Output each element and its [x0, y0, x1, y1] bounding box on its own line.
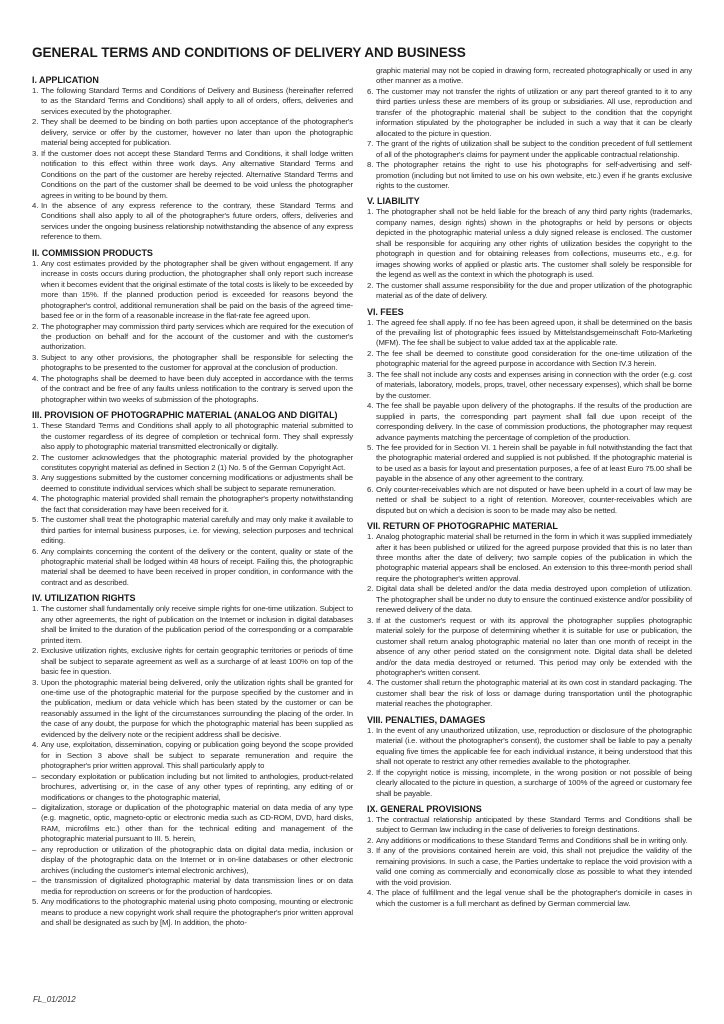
clause-number: 2. — [367, 767, 374, 777]
clause-text: These Standard Terms and Conditions shall apply to all photographic material submitted to the customer regardless of its degree of completion or technical form. They shall expressly also apply to photographic material transmitted electronically or digitally. — [41, 421, 353, 452]
clause-text: In the event of any unauthorized utilization, use, reproduction or disclosure of the photographic material (i.e. without the photographer's consent), the customer shall be liable to pay a penalty equaling five times the applicable fee for each individual instance, it being understood that this shall not operate to restrict any other remedies available to the photographer. — [376, 725, 692, 767]
clause-number: 4. — [32, 200, 39, 210]
clause-text: Analog photographic material shall be returned in the form in which it was supplied immediately after it has been published or utilized for the agreed purpose provided that this is no later than three months after the date of delivery; two sample copies of the publication in which the photographic material appears shall be enclosed. An extension to this three-month period shall require the photographer's written approval. — [376, 532, 692, 583]
clause-number: 1. — [367, 725, 374, 735]
clause — [367, 139, 692, 160]
section — [367, 66, 692, 191]
clause-text: The customer may not transfer the rights of utilization or any part thereof granted to it to any third parties unless these are members of its group or subsidiaries. All use, reproduction and transfer of the photographic material shall be subject to the condition that the copyright information stipulated by the photographer be included in such a way that it can be clearly allocated to the picture in question. — [376, 86, 692, 138]
clause-number: 2. — [32, 646, 39, 656]
clause — [367, 815, 692, 836]
clause — [32, 453, 353, 474]
clause — [367, 836, 692, 846]
clause — [32, 473, 353, 494]
section-heading: IX. GENERAL PROVISIONS — [367, 804, 482, 814]
clause-number: 2. — [367, 835, 374, 845]
clause-number: 3. — [367, 369, 374, 379]
section — [367, 307, 692, 517]
clause-number: – — [32, 771, 37, 781]
clause — [32, 678, 353, 741]
section — [32, 593, 353, 928]
clause-text: The fee shall not include any costs and expenses arising in connection with the order (e.g. cost of materials, laboratory, models, props, travel, other necessary expenses), which shall be borne by the customer. — [376, 369, 692, 400]
clause-text: The photographer shall not be held liable for the breach of any third party rights (trademarks, company names, design rights) shown in the photographs or held by persons or objects depicted in the photographic material unless a duly signed release is enclosed. The customer shall be responsible for acquiring any other rights of utilization besides the copyright to the photograph in question and for obtaining releases from collections, museums etc., e.g. for images showing works of applied or plastic arts. The customer shall solely be responsible for the legend as well as the context in which the photograph is used. — [376, 207, 692, 280]
clause-text: the transmission of digitalized photographic material by data transmission lines or on data media for reproduction on screens or for the production of hardcopies. — [41, 876, 353, 896]
clause — [32, 646, 353, 677]
clause-text: The photographs shall be deemed to have been duly accepted in accordance with the terms of the contract and be free of any faults unless notification to the contrary is served upon the photographer within two weeks of submission of the photographs. — [41, 373, 353, 404]
section — [32, 410, 353, 588]
clause — [367, 768, 692, 799]
clause-number: 2. — [32, 117, 39, 127]
clause-number: – — [32, 844, 37, 854]
section-heading: I. APPLICATION — [32, 75, 99, 85]
clause-number: 2. — [367, 348, 374, 358]
clause-text: If at the customer's request or with its approval the photographer supplies photographic material solely for the purpose of determining whether it is suitable for use or publication, the customer shall return analog photographic material no later than one month of receipt in the absence of any other period stated on the consignment note. Digital data shall be deleted and/or the data media destroyed or returned. This period may only be extended with the photographer's written consent. — [376, 615, 692, 678]
clause — [32, 421, 353, 452]
clause — [32, 515, 353, 546]
clause-number: 4. — [32, 494, 39, 504]
clause — [32, 494, 353, 515]
clause-number: 6. — [367, 86, 374, 96]
clause-number: 4. — [367, 401, 374, 411]
clause — [367, 616, 692, 679]
clause — [32, 149, 353, 201]
clause-number: 1. — [367, 317, 374, 327]
section — [32, 75, 353, 243]
clause-number: 1. — [32, 86, 39, 95]
clause — [32, 772, 353, 803]
clause-text: The fee provided for in Section VI. 1 herein shall be payable in full notwithstanding the fact that the photographic material ordered and supplied is not published. If the photographic material is to be used as a basis for layout and presentation purposes, a fee of at least Euro 75.00 shall be payable in the absence of any other agreement to the contrary. — [376, 442, 692, 484]
clause-text: Any modifications to the photographic material using photo composing, mounting or electronic means to produce a new copyright work shall require the photographer's prior written approval and shall be designated as such by [M]. In addition, the photo- — [41, 897, 353, 927]
section-heading: III. PROVISION OF PHOTOGRAPHIC MATERIAL (ANALOG AND DIGITAL) — [32, 410, 338, 421]
clause-number: 3. — [32, 148, 39, 158]
clause-text: any reproduction or utilization of the photographic data on digital data media, inclusion or display of the photographic data on the Internet or in on-line databases or other electronic archives (including the customer's internal electronic archives), — [41, 844, 353, 875]
clause — [32, 353, 353, 374]
clause-text: The photographer retains the right to use his photographs for self-advertising and self-promotion (including but not limited to use on his own website, etc.) even if he grants exclusive rights to the customer. — [376, 160, 692, 190]
section — [367, 521, 692, 710]
clause — [367, 584, 692, 615]
clause-text: The grant of the rights of utilization shall be subject to the condition precedent of full settlement of all of the photographer's claims for payment under the applicable contractual relationship. — [376, 139, 692, 159]
clause-number: – — [32, 803, 37, 812]
clause-number: 5. — [32, 897, 39, 907]
clause-number: 3. — [367, 846, 374, 856]
document-code: FL_01/2012 — [33, 995, 76, 1004]
clause-number: 2. — [32, 452, 39, 462]
clause — [367, 87, 692, 139]
clause-text: The following Standard Terms and Conditions of Delivery and Business (hereinafter referred to as the Standard Terms and Conditions) shall apply to all of orders, offers, deliveries and services executed by the photographer. — [41, 86, 353, 116]
clause-number: 5. — [367, 442, 374, 452]
clause-text: If the copyright notice is missing, incomplete, in the wrong position or not possible of being clearly allocated to the picture in question, a surcharge of 100% of the agreed or customary fee shall be payable. — [376, 767, 692, 798]
clause-text: The customer shall return the photographic material at its own cost in standard packaging. The customer shall bear the risk of loss or damage during transportation until the photographic material reaches the photographer. — [376, 678, 692, 709]
clause-text: The contractual relationship anticipated by these Standard Terms and Conditions shall be subject to German law including in the case of deliveries to foreign destinations. — [376, 815, 692, 835]
clause-text: The customer shall fundamentally only receive simple rights for one-time utilization. Subject to any other agreements, the right of publication on the Internet or inclusion in digital databases shall be limited to the duration of the publication period of the corresponding or a comparable printed item. — [41, 604, 353, 645]
clause-text: Any complaints concerning the content of the delivery or the content, quality or state of the photographic material shall be lodged within 48 hours of receipt. Failing this, the photographic material shall be deemed to have been received in proper condition, in conformance with the contract and as described. — [41, 546, 353, 587]
clause-text: Any cost estimates provided by the photographer shall be given without engagement. If any increase in costs occurs during production, the photographer shall only report such increase when it becomes evident that the original estimate of the total costs is likely to be exceeded by more than 15%. If the planned production period is exceeded for reasons beyond the photographer's control, additional remuneration shall be paid on the basis of the agreed time-based fee or in the form of a reasonable increase in the flat-rate fee agreed upon. — [41, 258, 353, 321]
clause — [367, 726, 692, 768]
clause-text: If any of the provisions contained herein are void, this shall not prejudice the validity of the remaining provisions. In such a case, the Parties undertake to replace the void provision with a valid one coming as commercially and economically close as possible to what they intended with the void provision. — [376, 846, 692, 887]
clause — [32, 201, 353, 243]
clause-number: 6. — [367, 484, 374, 494]
section-heading: II. COMMISSION PRODUCTS — [32, 247, 153, 258]
clause — [367, 207, 692, 280]
clause-number: 4. — [367, 888, 374, 898]
clause — [367, 281, 692, 302]
clause — [367, 160, 692, 191]
clause-number: 3. — [32, 352, 39, 362]
clause — [32, 259, 353, 322]
clause-text: Any additions or modifications to these Standard Terms and Conditions shall be in writing only. — [376, 835, 688, 845]
clause-text: Exclusive utilization rights, exclusive rights for certain geographic territories or periods of time shall be subject to separate agreement as well as a surcharge of at least 100% on top of the basic fee in question. — [41, 646, 353, 677]
clause-text: The agreed fee shall apply. If no fee has been agreed upon, it shall be determined on the basis of the prevailing list of photographic fees issued by Mittelstandsgemeinschaft Foto-Marketing (MFM). The fee shall be subject to value added tax at the applicable rate. — [376, 317, 692, 348]
clause-number: 6. — [32, 546, 39, 556]
clause-number: 1. — [32, 258, 39, 268]
clause-number: 1. — [367, 207, 374, 217]
section-heading: VI. FEES — [367, 306, 404, 317]
clause-number: 3. — [32, 677, 39, 687]
clause — [32, 604, 353, 646]
section — [367, 804, 692, 909]
clause-text: Digital data shall be deleted and/or the data media destroyed upon completion of utilization. The photographer shall be under no duty to ensure the continued existence and/or possibility of renewed delivery of the data. — [376, 584, 692, 615]
document-title: GENERAL TERMS AND CONDITIONS OF DELIVERY AND BUSINESS — [32, 45, 466, 60]
clause-text: Upon the photographic material being delivered, only the utilization rights shall be granted for one-time use of the photographic material for the purpose specified by the customer and in the publication, medium or data vehicle which has been stated by the customer or can be reasonably assumed in the light of the circumstances surrounding the placing of the order. In the case of any doubt, the purpose for which the photographic material has been supplied as evidenced by the delivery note or the recipient address shall be decisive. — [41, 677, 353, 739]
clause — [367, 846, 692, 888]
right-column — [367, 66, 692, 909]
clause-number: 3. — [32, 473, 39, 483]
clause-number: 4. — [367, 678, 374, 688]
clause — [367, 370, 692, 401]
clause-number: 1. — [367, 532, 374, 542]
clause-number: 1. — [32, 604, 39, 614]
clause-text: The customer shall assume responsibility for the due and proper utilization of the photographic material as of the date of delivery. — [376, 280, 692, 301]
clause — [32, 803, 353, 845]
clause-text: The place of fulfillment and the legal venue shall be the photographer's domicile in cases in which the customer is a full merchant as defined by German commercial law. — [376, 888, 692, 908]
section — [367, 715, 692, 799]
clause-number: 4. — [32, 740, 39, 750]
clause — [367, 318, 692, 349]
clause-text: Subject to any other provisions, the photographer shall be responsible for selecting the photographs to be presented to the customer for approval at the conclusion of production. — [41, 352, 353, 373]
clause-text: The photographic material provided shall remain the photographer's property notwithstanding the fact that consideration may have been received for it. — [41, 494, 353, 514]
clause — [367, 401, 692, 443]
clause — [367, 349, 692, 370]
clause-number: 8. — [367, 160, 374, 170]
section — [32, 248, 353, 405]
clause-number: 2. — [32, 321, 39, 331]
clause-number: 4. — [32, 373, 39, 383]
clause-text: The customer acknowledges that the photographic material provided by the photographer constitutes copyright material as defined in Section 2 (1) No. 5 of the German Copyright Act. — [41, 452, 353, 472]
clause — [32, 876, 353, 897]
clause — [32, 547, 353, 589]
clause — [367, 888, 692, 909]
section-heading: V. LIABILITY — [367, 196, 420, 207]
clause — [32, 322, 353, 353]
clause-text: They shall be deemed to be binding on both parties upon acceptance of the photographer's delivery, service or offer by the customer, however no later than upon the photographic material being accepted for publication. — [41, 117, 353, 148]
clause-number: 5. — [32, 515, 39, 525]
clause-text: Any suggestions submitted by the customer concerning modifications or adjustments shall be deemed to constitute individual services which shall be subject to separate remuneration. — [41, 473, 353, 493]
clause-text: graphic material may not be copied in drawing form, recreated photographically or used in any other manner as a motive. — [376, 66, 692, 86]
clause-number: – — [32, 876, 37, 886]
clause — [367, 532, 692, 584]
left-column — [32, 70, 353, 928]
clause — [32, 845, 353, 876]
clause-text: Only counter-receivables which are not disputed or have been upheld in a court of law may be netted or shall be subject to a right of retention. Moreover, counter-receivables which are disputed but on which a decision is soon to be made may also be netted. — [376, 484, 692, 515]
clause — [367, 485, 692, 516]
clause-number: 7. — [367, 139, 374, 149]
clause-number: 3. — [367, 615, 374, 625]
clause-text: The photographer may commission third party services which are required for the execution of the production on behalf and for the account of the customer and with the customer's authorization. — [41, 321, 353, 352]
clause-number: 2. — [367, 280, 374, 290]
section-heading: VIII. PENALTIES, DAMAGES — [367, 714, 486, 725]
clause-text: The customer shall treat the photographic material carefully and may only make it available to third parties for internal business purposes, i.e. for viewing, selection purposes and technical editing. — [41, 515, 353, 546]
clause — [32, 86, 353, 117]
clause — [367, 678, 692, 709]
clause-text: secondary exploitation or publication including but not limited to anthologies, product-related brochures, advertising or, in the case of any other types of reprinting, any editing of or modifications or changes to the photographic material, — [41, 771, 353, 802]
clause-text: The fee shall be deemed to constitute good consideration for the one-time utilization of the photographic material for the agreed purpose in accordance with Section IV.3 herein. — [376, 348, 692, 369]
clause-text: The fee shall be payable upon delivery of the photographs. If the results of the production are supplied in parts, the corresponding part payment shall fall due upon receipt of the corresponding delivery. In the case of commission productions, the photographer may request advance payments matching the percentage of completion of the production. — [376, 401, 692, 442]
clause-text: In the absence of any express reference to the contrary, these Standard Terms and Conditions shall also apply to all of the photographer's future orders, offers, deliveries and services under the ongoing business relationship notwithstanding the absence of any express reference to them. — [41, 200, 353, 242]
clause — [32, 897, 353, 928]
clause-number: 1. — [32, 421, 39, 431]
clause — [32, 117, 353, 148]
clause — [367, 443, 692, 485]
clause-text: If the customer does not accept these Standard Terms and Conditions, it shall lodge written notification to this effect within three work days. Any alternative Standard Terms and Conditions on the part of the customer are hereby rejected. Alternative Standard Terms and Conditions on the part of the customer shall be deemed to be void unless the photographer agrees in writing to be bound by them. — [41, 148, 353, 200]
clause-text: digitalization, storage or duplication of the photographic material on data media of any type (e.g. magnetic, optic, magneto-optic or electronic media such as CD-ROM, DVD, hard disks, RAM, microfilms etc.) other than for the technical editing and management of the photographic material pursuant to III. 5. herein, — [41, 803, 353, 844]
clause-text: Any use, exploitation, dissemination, copying or publication going beyond the scope provided for in Section 3 above shall be subject to separate remuneration and require the photographer's prior written approval. This shall particularly apply to — [41, 740, 353, 771]
clause — [32, 374, 353, 405]
clause-number: 2. — [367, 584, 374, 594]
section — [367, 196, 692, 301]
clause — [32, 740, 353, 771]
section-heading: IV. UTILIZATION RIGHTS — [32, 593, 136, 604]
clause-number: 1. — [367, 815, 374, 824]
section-heading: VII. RETURN OF PHOTOGRAPHIC MATERIAL — [367, 521, 558, 532]
clause — [367, 66, 692, 87]
